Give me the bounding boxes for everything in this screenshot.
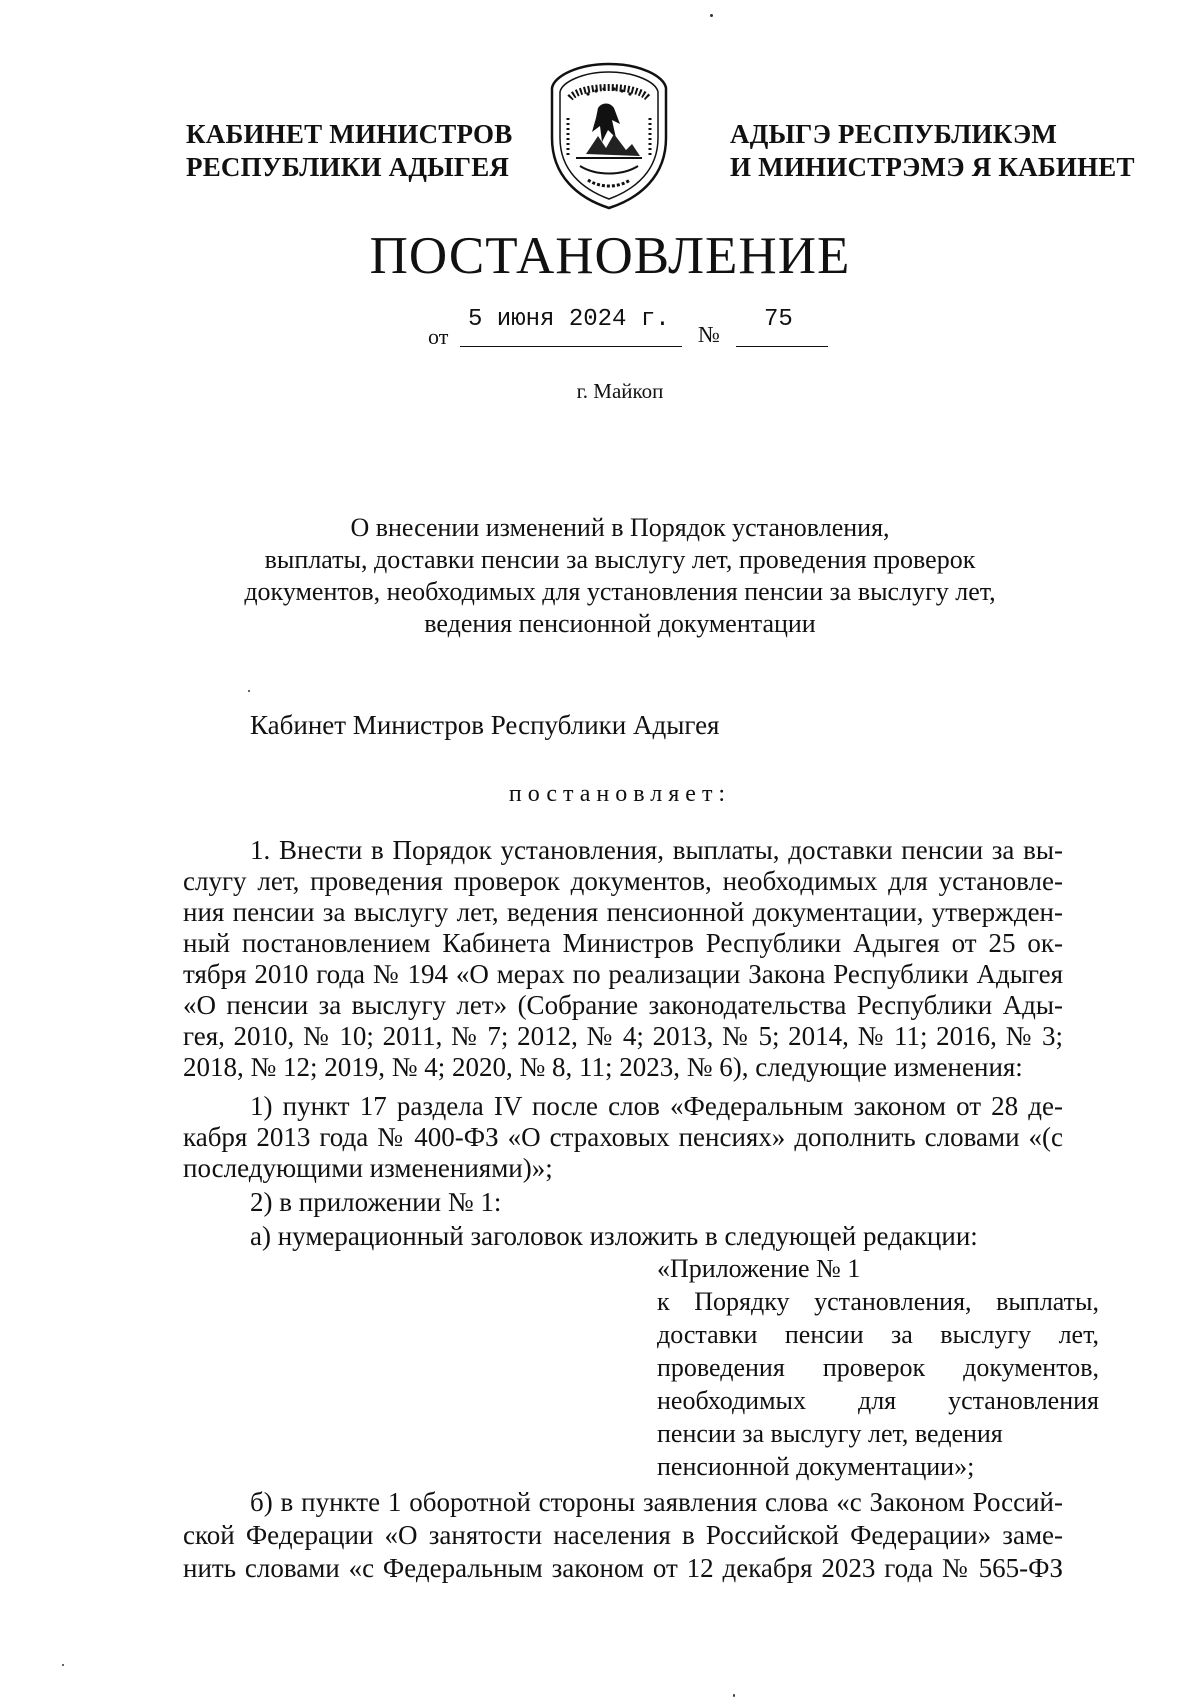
org-name-line: И МИНИСТРЭМЭ Я КАБИНЕТ [730,152,1135,182]
scan-speck [710,14,713,17]
date-number-line [428,300,828,350]
org-name-line: КАБИНЕТ МИНИСТРОВ [186,119,513,149]
appendix-line: «Приложение № 1 [657,1254,861,1283]
text-line: 1) пункт 17 раздела IV после слов «Федеральным законом от 28 де- [250,1091,1063,1121]
date-prefix: от [428,324,449,349]
scan-speck [248,690,250,692]
org-name-line: АДЫГЭ РЕСПУБЛИКЭМ [730,119,1058,149]
appendix-line: необходимых для установления [657,1386,1099,1415]
appendix-line: пенсионной документации»; [657,1452,975,1481]
text-line: тября 2010 года № 194 «О мерах по реализации Закона Республики Адыгея [183,959,1063,989]
text-line: слугу лет, проведения проверок документов, необходимых для установле- [183,866,1063,896]
scan-speck [62,1664,64,1666]
decree-word: постановляет: [508,781,732,807]
appendix-line: проведения проверок документов, [657,1353,1099,1382]
appendix-line: к Порядку установления, выплаты, [657,1287,1099,1316]
text-line: ния пенсии за выслугу лет, ведения пенсионной документации, утвержден- [183,897,1063,927]
document-subject [160,512,1080,640]
text-line: 1. Внести в Порядок установления, выплаты, доставки пенсии за вы- [250,835,1063,865]
date-underline [460,346,682,347]
text-line: кабря 2013 года № 400-ФЗ «О страховых пенсиях» дополнить словами «(с [183,1122,1063,1152]
text-line: ской Федерации «О занятости населения в Российской Федерации» заме- [183,1520,1063,1550]
document-number: 75 [764,306,793,333]
issuer: Кабинет Министров Республики Адыгея [250,710,720,740]
appendix-heading [657,1252,1099,1483]
subject-line: документов, необходимых для установления пенсии за выслугу лет, [244,577,996,606]
document-date: 5 июня 2024 г. [468,306,670,333]
appendix-line: пенсии за выслугу лет, ведения [657,1419,1003,1448]
number-sign: № [698,322,720,347]
item-2: 2) в приложении № 1: [250,1187,502,1217]
document-title: ПОСТАНОВЛЕНИЕ [369,227,851,285]
text-line: нить словами «с Федеральным законом от 12 декабря 2023 года № 565-ФЗ [183,1553,1063,1583]
subject-line: ведения пенсионной документации [424,609,816,638]
text-line: ный постановлением Кабинета Министров Республики Адыгея от 25 ок- [183,928,1063,958]
number-underline [736,346,828,347]
text-line: «О пенсии за выслугу лет» (Собрание законодательства Республики Ады- [183,990,1063,1020]
city: г. Майкоп [576,379,664,403]
org-name-adyghe [730,118,1135,184]
text-line: гея, 2010, № 10; 2011, № 7; 2012, № 4; 2013, № 5; 2014, № 11; 2016, № 3; [183,1021,1063,1051]
org-name-line: РЕСПУБЛИКИ АДЫГЕЯ [186,152,510,182]
text-line: последующими изменениями)»; [183,1153,553,1183]
scan-speck [733,1694,735,1697]
item-2a: а) нумерационный заголовок изложить в следующей редакции: [250,1221,978,1251]
org-name-russian [186,118,512,184]
subject-line: выплаты, доставки пенсии за выслугу лет, проведения проверок [264,545,976,574]
coat-of-arms-emblem-icon [536,58,682,214]
subject-line: О внесении изменений в Порядок установления, [350,513,890,542]
appendix-line: доставки пенсии за выслугу лет, [657,1320,1099,1349]
text-line: б) в пункте 1 оборотной стороны заявления слова «с Законом Россий- [250,1487,1063,1517]
text-line: 2018, № 12; 2019, № 4; 2020, № 8, 11; 2023, № 6), следующие изменения: [183,1052,1023,1082]
